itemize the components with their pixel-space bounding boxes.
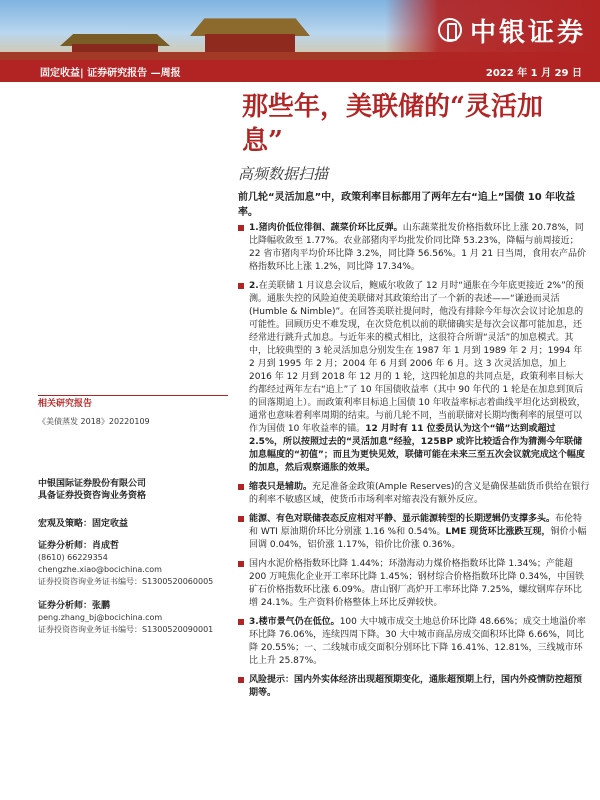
bullet-bold: 2. (249, 281, 259, 291)
bullet-bold-tail: 12 月时有 11 位委员认为这个“锚”达到或超过 2.5%，所以按照过去的“灵活加息”经验，125BP 或许比较适合作为猜测今年联储加息幅度的“初值”；而且为更快见效，联储可能在未来三至五次会议就完成这个幅度的加息，然后观察通胀的效果。 (249, 424, 585, 473)
analyst-1-name: 证券分析师：肖成哲 (38, 541, 120, 551)
bullet-bold: 缩表只是辅助。 (249, 482, 313, 492)
bullet-text: 国内水泥价格指数环比降 1.44%；环渤海动力煤价格指数环比降 1.34%；产能超 200 万吨焦化企业开工率环比降 1.45%；钢材综合价格指数环比降 0.34%，中国铁矿石价格指数环比涨 6.09%。唐山钢厂高炉开工率环比降 7.25%，螺纹钢库存环比增 24.1%。生产资料价格整体上环比反弹较快。 (249, 559, 584, 608)
report-type: 固定收益| 证券研究报告 —周报 (40, 67, 181, 79)
bullet-item (238, 674, 590, 700)
sector-label: 宏观及策略：固定收益 (38, 519, 129, 529)
bullet-bold: 3.楼市景气仍在低位。 (249, 617, 340, 627)
bullet-item (238, 222, 590, 274)
bullet-text: 100 大中城市成交土地总价环比降 48.66%；成交土地溢价率环比降 76.06%，连续四周下降。30 大中城市商品房成交面积环比降 6.66%，同比降 20.55%；一、二线城市成交面积分别环比下降 16.41%、12.81%，三线城市环比上升 25.87%。 (249, 617, 586, 666)
bullet-square-icon (238, 677, 244, 683)
bullet-item (238, 481, 590, 507)
report-date: 2022 年 1 月 29 日 (485, 67, 582, 79)
bullet-text-2: 铜价小幅回调 0.04%，铝价涨 1.17%，铅价比价涨 0.36%。 (249, 527, 587, 550)
boc-logo-icon (438, 18, 462, 42)
sector-info (38, 518, 228, 530)
bullet-item (238, 280, 590, 475)
bullet-square-icon (238, 561, 244, 567)
analyst-1-email[interactable]: chengzhe.xiao@bocichina.com (38, 565, 162, 574)
analyst-1-cert: 证券投资咨询业务证书编号：S1300520060005 (38, 577, 214, 586)
brand-box (385, 0, 600, 60)
bullet-item (238, 513, 590, 552)
company-info (38, 478, 228, 502)
brand-name: 中银证券 (469, 17, 586, 48)
report-title: 那些年，美联储的“灵活加息” (242, 92, 543, 156)
related-item[interactable]: 《美债蒸发 2018》20220109 (38, 417, 150, 426)
bullet-item (238, 616, 590, 668)
bullet-bold-tail: LME 现货环比涨跌互现， (445, 527, 551, 537)
related-reports (38, 398, 228, 428)
bullet-bold: 风险提示：国内外实体经济出现超预期变化，通胀超预期上行，国内外疫情防控超预期等。 (249, 675, 583, 698)
report-subtitle: 高频数据扫描 (238, 165, 329, 183)
bullet-square-icon (238, 283, 244, 289)
analyst-1 (38, 540, 228, 588)
bullet-bold: 1.猪肉价低位徘徊、蔬菜价环比反弹。 (249, 223, 403, 233)
bullet-square-icon (238, 516, 244, 522)
analyst-2-email[interactable]: peng.zhang_bj@bocichina.com (38, 613, 163, 622)
sidebar-divider (38, 395, 228, 396)
bullet-square-icon (238, 225, 244, 231)
related-head: 相关研究报告 (38, 399, 93, 409)
bullet-bold: 能源、有色对联储表态反应相对平静、显示能源转型的长期逻辑仍支撑多头。 (249, 514, 556, 524)
bullet-list (238, 222, 590, 706)
company-name: 中银国际证券股份有限公司 具备证券投资咨询业务资格 (38, 479, 147, 501)
bullet-item (238, 558, 590, 610)
bullet-text: 山东蔬菜批发价格指数环比上涨 20.78%，同比降幅收敛至 1.77%。农业部猪肉平均批发价同比降 53.23%，降幅与前周接近；22 省市猪肉平均价环比降 3.2%，同比降 56.56%。1 月 21 日当周，食用农产品价格指数环比上涨 1.2%，同比降 17.34%。 (249, 223, 586, 272)
bullet-square-icon (238, 619, 244, 625)
bullet-square-icon (238, 484, 244, 490)
bullet-text: 布伦特和 WTI 原油期价环比分别涨 1.16 %和 0.54%。 (249, 514, 583, 537)
analyst-1-phone: (8610) 66229354 (38, 553, 108, 562)
analyst-2 (38, 600, 228, 636)
header-banner (0, 0, 600, 60)
bullet-text: 在美联储 1 月议息会议后，鲍威尔收敛了 12 月时“通胀在今年底更接近 2%”的预测。通胀失控的风险迫使美联储对其政策给出了一个新的表述——“谦逊而灵活(Humble & Nimble)”。在回答美联社提问时，他没有排除今年每次会议讨论加息的可能性。回顾历史不难发现，在次贷危机以前的联储确实是每次会议都可能加息，还经常进行跳升式加息。与近年来的模式相比，这很符合所谓“灵活”的加息模式。其中，比较典型的 3 轮灵活加息分别发生在 1987 年 1 月到 1989 年 2 月；1994 年 2 月到 1995 年 2 月；2004 年 6 月到 2006 年 6 月。这 3 次灵活加息，加上 2016 年 12 月到 2018 年 12 月的 1 轮，这四轮加息的共同点是，政策利率目标大约都经过两年左右“追上”了 10 年国债收益率（其中 90 年代的 1 轮是在加息到顶后的回落期追上）。而政策利率目标追上国债 10 年收益率标志着曲线平坦化达到极致，通常也意味着利率周期的结束。与前几轮不同，当前联储对长期均衡利率的展望可以作为国债 10 年收益率的锚。 (249, 281, 586, 434)
meta-bar (0, 60, 600, 82)
analyst-2-cert: 证券投资咨询业务证书编号：S1300520090001 (38, 625, 214, 634)
analyst-2-name: 证券分析师：张鹏 (38, 601, 111, 611)
palace-roof-center (190, 14, 310, 36)
bullet-text: 充足准备金政策(Ample Reserves)的含义是确保基础货币供给在银行的利率不敏感区域，使货币市场利率对缩表没有额外反应。 (249, 482, 590, 505)
lead-summary: 前几轮“灵活加息”中，政策利率目标都用了两年左右“追上”国债 10 年收益率。 (238, 192, 576, 218)
